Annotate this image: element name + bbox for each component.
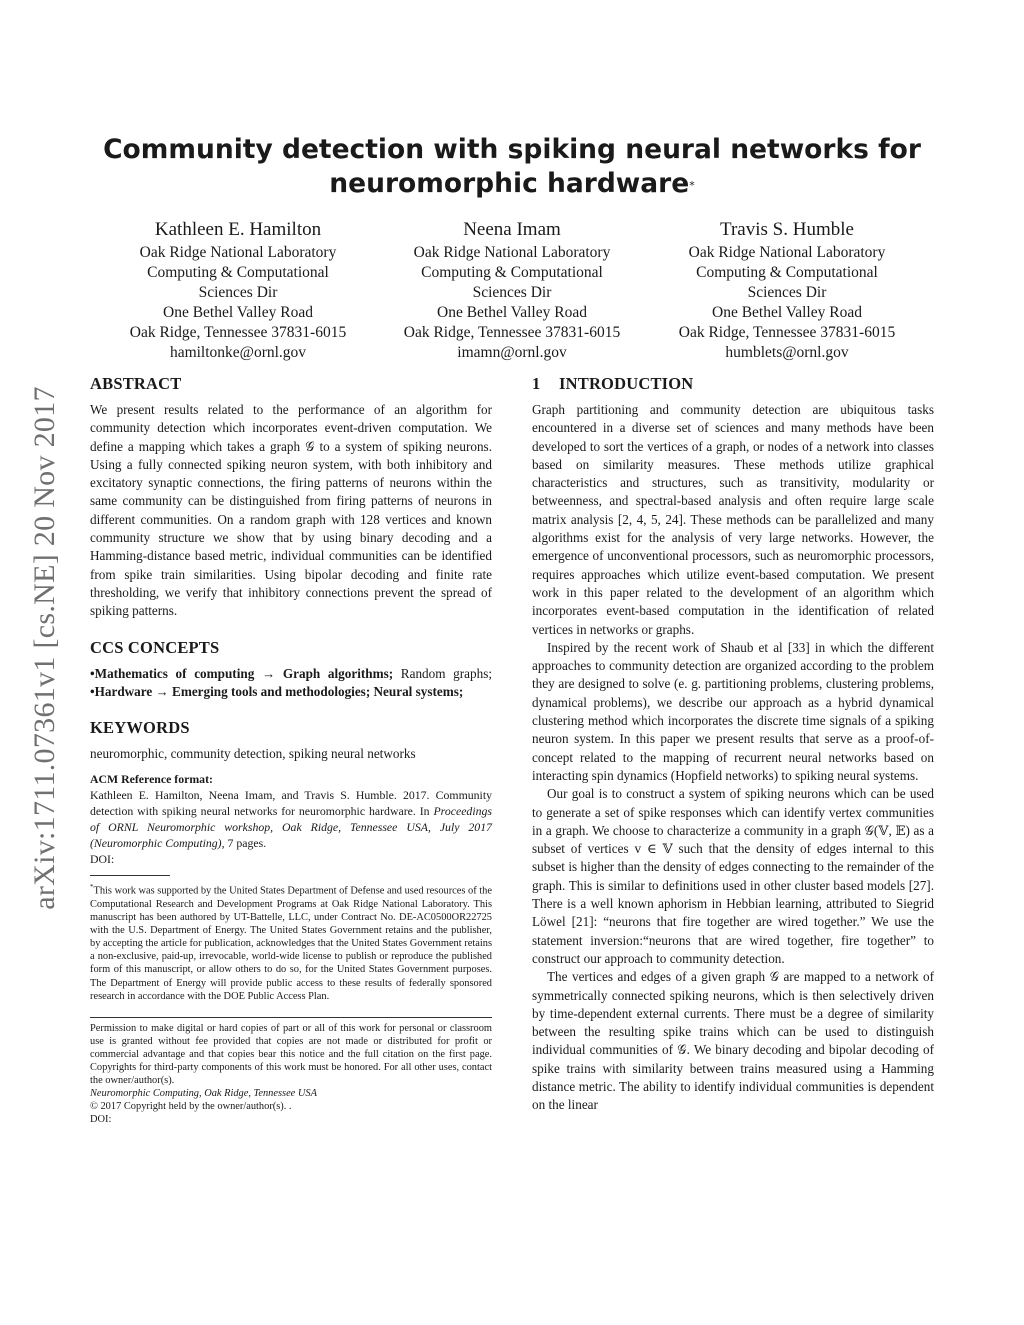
author-name: Neena Imam bbox=[463, 219, 561, 240]
author-affiliation: Oak Ridge National Laboratory bbox=[413, 244, 611, 261]
ccs-concept-2: Graph algorithms; bbox=[282, 665, 394, 681]
keywords-heading: KEYWORDS bbox=[90, 718, 190, 738]
acm-reference-venue: Proceedings of ORNL Neuromorphic workshop, Oak Ridge, Tennessee USA, July 2017 (Neuromorphic Computing), bbox=[90, 804, 492, 851]
author-affiliation: Oak Ridge National Laboratory bbox=[688, 244, 886, 261]
acm-reference-heading: ACM Reference format: bbox=[90, 772, 213, 787]
left-column bbox=[90, 373, 492, 1127]
acm-reference-pages: 7 pages. bbox=[224, 836, 267, 851]
right-column bbox=[532, 373, 934, 1115]
ccs-concept-3: Random graphs; bbox=[393, 665, 493, 681]
author-department: Computing & Computational bbox=[147, 264, 329, 281]
ccs-concept-4: •Hardware bbox=[90, 683, 153, 699]
title-line-2: neuromorphic hardware bbox=[329, 168, 690, 199]
author-address: One Bethel Valley Road bbox=[712, 304, 862, 321]
author-city: Oak Ridge, Tennessee 37831-6015 bbox=[403, 324, 621, 341]
abstract-text: We present results related to the performance of an algorithm for community detection which incorporates event-driven computation. We define a mapping which takes a graph 𝒢 to a system of spiking neurons. Using a fully connected spiking neuron system, with both inhibitory and excitatory synaptic connections, the firing patterns of neurons within the same community can be distinguished from firing patterns of neurons in different communities. On a random graph with 128 vertices and known community structure we show that by using binary decoding and a Hamming-distance based metric, individual communities can be identified from spike train similarities. Using bipolar decoding and finite rate thresholding, we verify that inhibitory connections prevent the spread of spiking patterns. bbox=[90, 402, 492, 619]
ccs-text bbox=[90, 665, 492, 702]
footnote-text: This work was supported by the United States Department of Defense and used resources of the Computational Research and Development Programs at Oak Ridge National Laboratory. This manuscript has been authored by UT-Battelle, LLC, under Contract No. DE-AC0500OR22725 with the U.S. Department of Energy. The United States Government retains and the publisher, by accepting the article for publication, acknowledges that the United States Government retains a non-exclusive, paid-up, irrevocable, world-wide license to publish or reproduce the published form of this manuscript, or allow others to do so, for the United States Government purposes. The Department of Energy will provide public access to these results of federally sponsored research in accordance with the DOE Public Access Plan. bbox=[90, 885, 492, 1002]
author-department: Sciences Dir bbox=[472, 284, 552, 301]
title-footnote-mark: * bbox=[689, 179, 695, 192]
section-title: INTRODUCTION bbox=[559, 374, 694, 393]
permission-block bbox=[90, 1022, 492, 1127]
ccs-concept-5: Emerging tools and methodologies; Neural systems; bbox=[172, 683, 464, 699]
ccs-concept-1: •Mathematics of computing bbox=[90, 665, 255, 681]
intro-paragraph-3: Our goal is to construct a system of spiking neurons which can be used to generate a set of spike responses which can identify vertex communities in a graph. We choose to characterize a community in a graph 𝒢(𝕍, 𝔼) as a subset of vertices v ∈ 𝕍 such that the density of edges internal to this subset is higher than the density of edges connecting to the remainder of the graph. This is similar to definitions used in other cluster based models [27]. There is a well known aphorism in Hebbian learning, attributed to Siegrid Löwel [21]: “neurons that fire together are wired together.” We use the statement inversion:“neurons that are wired together, fire together” to construct our approach to community detection. bbox=[532, 786, 934, 966]
author-email: hamiltonke@ornl.gov bbox=[169, 344, 307, 361]
author-address: One Bethel Valley Road bbox=[437, 304, 587, 321]
author-block-3 bbox=[647, 218, 927, 363]
footnote-mark: * bbox=[90, 883, 94, 892]
keywords-text: neuromorphic, community detection, spiking neural networks bbox=[90, 746, 416, 762]
ccs-arrow: → bbox=[152, 683, 173, 699]
ccs-arrow: → bbox=[254, 665, 283, 681]
author-name: Kathleen E. Hamilton bbox=[154, 219, 322, 240]
intro-paragraph-1: Graph partitioning and community detection are ubiquitous tasks encountered in a diverse set of sciences and many methods have been developed to sort the vertices of a graph, or nodes of a network into classes based on similarity measures. These methods utilize graphical characteristics and structures, such as transitivity, modularity or betweenness, and spectral-based analysis and often require large scale matrix analysis [2, 4, 5, 24]. These methods can be parallelized and many algorithms exist for the analysis of very large networks. However, the emergence of unconventional processors, such as neuromorphic processors, requires approaches which utilize event-based computation. We present work in this paper related to the development of an algorithm which incorporates event-based computation in the identification of related vertices in networks or graphs. bbox=[532, 402, 934, 637]
paper-title bbox=[90, 133, 934, 201]
footnote-rule bbox=[90, 875, 170, 876]
intro-heading bbox=[532, 373, 934, 395]
author-department: Sciences Dir bbox=[747, 284, 827, 301]
permission-text: Permission to make digital or hard copies of part or all of this work for personal or classroom use is granted without fee provided that copies are not made or distributed for profit or commercial advantage and that copies bear this notice and the full citation on the first page. Copyrights for third-party components of this work must be honored. For all other uses, contact the owner/author(s). bbox=[90, 1022, 492, 1087]
section-number: 1 bbox=[532, 374, 541, 393]
author-city: Oak Ridge, Tennessee 37831-6015 bbox=[678, 324, 896, 341]
arxiv-stamp bbox=[22, 352, 68, 944]
ccs-heading: CCS CONCEPTS bbox=[90, 637, 220, 657]
permission-rule bbox=[90, 1017, 492, 1018]
title-line-1: Community detection with spiking neural networks for bbox=[103, 134, 921, 165]
author-address: One Bethel Valley Road bbox=[163, 304, 313, 321]
author-email: imamn@ornl.gov bbox=[457, 344, 567, 361]
author-affiliation: Oak Ridge National Laboratory bbox=[139, 244, 337, 261]
permission-venue: Neuromorphic Computing, Oak Ridge, Tennessee USA bbox=[90, 1088, 317, 1100]
acm-reference bbox=[90, 787, 492, 867]
author-block-1 bbox=[98, 218, 378, 363]
acm-reference-doi: DOI: bbox=[90, 852, 115, 867]
permission-doi: DOI: bbox=[90, 1114, 112, 1126]
author-email: humblets@ornl.gov bbox=[725, 344, 849, 361]
author-department: Computing & Computational bbox=[696, 264, 878, 281]
acm-reference-text: Kathleen E. Hamilton, Neena Imam, and Travis S. Humble. 2017. Community detection with spiking neural networks for neuromorphic hardware. In bbox=[90, 788, 492, 819]
copyright-line: © 2017 Copyright held by the owner/author(s). . bbox=[90, 1101, 292, 1113]
author-department: Sciences Dir bbox=[198, 284, 278, 301]
intro-paragraph-4: The vertices and edges of a given graph 𝒢 are mapped to a network of symmetrically connected spiking neurons, which is then selectively driven by time-dependent external currents. There must be a degree of similarity between the resulting spike trains which can be used to distinguish individual communities of 𝒢. We binary decoding and bipolar decoding of spike trains with similarity between trains measured using a Hamming distance metric. The ability to identify individual communities is dependent on the linear bbox=[532, 969, 934, 1113]
abstract-heading: ABSTRACT bbox=[90, 374, 182, 393]
footnote bbox=[90, 881, 492, 1002]
author-block-2 bbox=[372, 218, 652, 363]
author-department: Computing & Computational bbox=[421, 264, 603, 281]
arxiv-id: arXiv:1711.07361v1 [cs.NE] 20 Nov 2017 bbox=[28, 386, 61, 910]
author-name: Travis S. Humble bbox=[720, 219, 854, 240]
author-city: Oak Ridge, Tennessee 37831-6015 bbox=[129, 324, 347, 341]
intro-paragraph-2: Inspired by the recent work of Shaub et al [33] in which the different approaches to community detection are organized according to the problem they are designed to solve (e. g. partitioning problems, clustering problems, dynamical problems), we describe our approach as a hybrid dynamical clustering method which incorporates the discrete time signals of a spiking neuron system. In this paper we present results that serve as a proof-of-concept related to the mapping of recurrent neural networks based on interacting spin dynamics (Hopfield networks) to spiking neural systems. bbox=[532, 639, 934, 783]
